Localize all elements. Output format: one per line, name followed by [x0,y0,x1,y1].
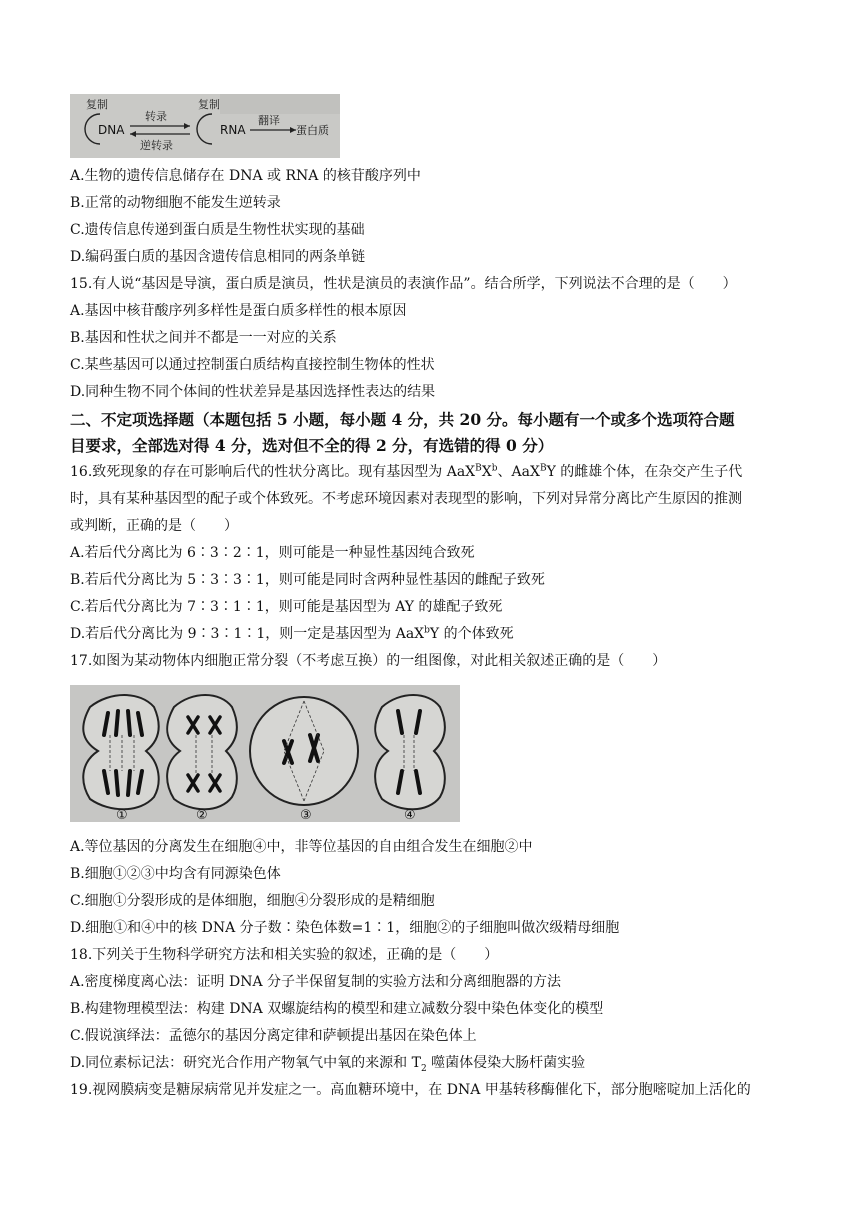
cell-division-diagram [70,685,460,822]
q17-option-c: C.细胞①分裂形成的是体细胞，细胞④分裂形成的是精细胞 [70,893,435,909]
q16-option-b: B.若后代分离比为 5∶3∶3∶1，则可能是同时含两种显性基因的雌配子致死 [70,572,545,588]
q18-option-b: B.构建物理模型法：构建 DNA 双螺旋结构的模型和建立减数分裂中染色体变化的模型 [70,1001,604,1017]
cell-4 [375,695,445,809]
q19-stem: 19.视网膜病变是糖尿病常见并发症之一。高血糖环境中，在 DNA 甲基转移酶催化下，部分胞嘧啶加上活化的 [70,1082,751,1098]
dna-label: DNA [98,123,125,137]
q16-option-d: D.若后代分离比为 9∶3∶1∶1，则一定是基因型为 AaX$^b$Y 的个体致死 [70,625,514,642]
cell-division-figure [70,685,460,822]
section2-heading-line1: 二、不定项选择题（本题包括 5 小题，每小题 4 分，共 20 分。每小题有一个或多个选项符合题 [70,410,735,429]
q18-stem: 18.下列关于生物科学研究方法和相关实验的叙述，正确的是（ ） [70,947,499,963]
q17-option-b: B.细胞①②③中均含有同源染色体 [70,866,281,882]
replicate-right-label: 复制 [198,98,220,111]
cell-label-4: ④ [404,808,416,822]
q16-stem-line3: 或判断，正确的是（ ） [70,518,238,534]
central-dogma-figure [70,94,340,158]
q15-option-a: A.基因中核苷酸序列多样性是蛋白质多样性的根本原因 [70,303,407,319]
cell-label-2: ② [196,808,208,822]
q14-option-c: C.遗传信息传递到蛋白质是生物性状实现的基础 [70,222,365,238]
q17-stem: 17.如图为某动物体内细胞正常分裂（不考虑互换）的一组图像，对此相关叙述正确的是（ ） [70,653,667,669]
cell-label-3: ③ [300,808,312,822]
q17-option-d: D.细胞①和④中的核 DNA 分子数∶染色体数=1∶1，细胞②的子细胞叫做次级精母细胞 [70,920,620,936]
q16-option-a: A.若后代分离比为 6∶3∶2∶1，则可能是一种显性基因纯合致死 [70,545,475,561]
q16-stem-line1: 16.致死现象的存在可影响后代的性状分离比。现有基因型为 $AaX^BX^b$、AaX$^B$Y 的雌雄个体，在杂交产生子代 [70,463,743,480]
q18-option-a: A.密度梯度离心法：证明 DNA 分子半保留复制的实验方法和分离细胞器的方法 [70,974,562,990]
translate-label: 翻译 [258,114,280,127]
q14-option-d: D.编码蛋白质的基因含遗传信息相同的两条单链 [70,249,366,265]
q17-option-a: A.等位基因的分离发生在细胞④中，非等位基因的自由组合发生在细胞②中 [70,839,533,855]
q14-option-b: B.正常的动物细胞不能发生逆转录 [70,195,281,211]
q15-stem: 15.有人说“基因是导演，蛋白质是演员，性状是演员的表演作品”。结合所学，下列说法不合理的是（ ） [70,276,737,292]
transcribe-label: 转录 [145,110,167,123]
cell-label-1: ① [116,808,128,822]
q14-option-a: A.生物的遗传信息储存在 DNA 或 RNA 的核苷酸序列中 [70,168,421,184]
q18-option-d: D.同位素标记法：研究光合作用产物氧气中氧的来源和 $T_2$ 噬菌体侵染大肠杆菌实验 [70,1055,586,1074]
q16-option-c: C.若后代分离比为 7∶3∶1∶1，则可能是基因型为 AY 的雄配子致死 [70,599,503,615]
q15-option-b: B.基因和性状之间并不都是一一对应的关系 [70,330,337,346]
q15-option-d: D.同种生物不同个体间的性状差异是基因选择性表达的结果 [70,384,436,400]
cell-3 [250,697,358,805]
reverse-label: 逆转录 [140,139,173,152]
q15-option-c: C.某些基因可以通过控制蛋白质结构直接控制生物体的性状 [70,357,435,373]
rna-label: RNA [220,123,246,137]
cell-2 [167,695,237,809]
q18-option-c: C.假说演绎法：孟德尔的基因分离定律和萨顿提出基因在染色体上 [70,1028,477,1044]
central-dogma-diagram [70,94,340,158]
section2-heading-line2: 目要求，全部选对得 4 分，选对但不全的得 2 分，有选错的得 0 分） [70,436,554,455]
q16-stem-line2: 时，具有某种基因型的配子或个体致死。不考虑环境因素对表现型的影响，下列对异常分离比产生原因的推测 [70,491,742,507]
protein-label: 蛋白质 [296,124,329,137]
replicate-left-label: 复制 [86,98,108,111]
